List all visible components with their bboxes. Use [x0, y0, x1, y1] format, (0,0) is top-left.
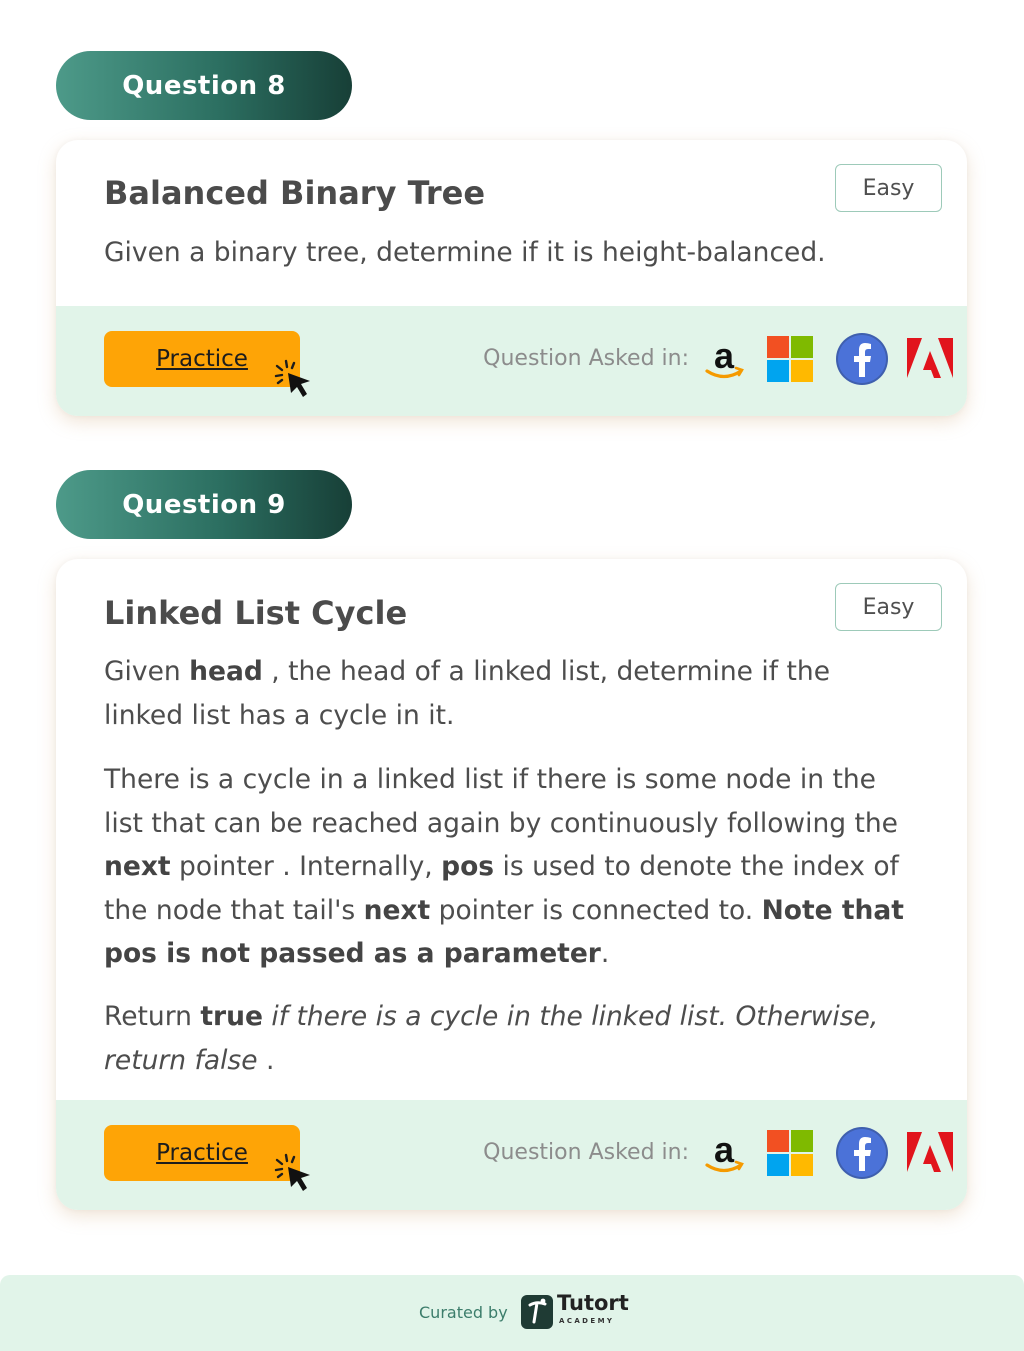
practice-button[interactable]: Practice — [104, 1125, 300, 1181]
question-description-para-2 — [104, 758, 917, 976]
adobe-icon — [905, 1128, 955, 1178]
tutort-logo-icon — [521, 1295, 553, 1329]
brand-name: Tutort — [557, 1291, 629, 1315]
difficulty-badge: Easy — [835, 164, 942, 212]
question-title: Balanced Binary Tree — [104, 174, 486, 212]
microsoft-icon — [765, 334, 815, 384]
svg-text:a: a — [713, 335, 735, 376]
text-segment: Return — [104, 1001, 201, 1032]
italic-segment: if there is a cycle in the linked list. Otherwise, return false — [104, 1001, 879, 1076]
text-segment: pointer . Internally, — [170, 851, 442, 882]
question-description-para-1 — [104, 650, 917, 737]
practice-button[interactable]: Practice — [104, 331, 300, 387]
question-description-para-3 — [104, 995, 917, 1082]
bold-note: Note that pos is not passed as a parameter — [104, 894, 904, 969]
question-number: Question 9 — [122, 489, 286, 520]
facebook-icon — [835, 1126, 889, 1180]
facebook-icon — [835, 332, 889, 386]
text-segment: is used to denote the index of the node that tail's — [104, 851, 899, 926]
card-footer — [56, 306, 967, 416]
question-9-label — [56, 470, 352, 539]
amazon-icon — [699, 1128, 749, 1178]
adobe-icon — [905, 334, 955, 384]
curated-footer — [0, 1275, 1024, 1351]
bold-term-head: head — [189, 656, 263, 687]
question-card-8 — [56, 140, 967, 416]
click-cursor-icon — [274, 1153, 314, 1195]
text-segment: . — [265, 1044, 275, 1076]
question-title: Linked List Cycle — [104, 594, 408, 632]
text-segment: pointer is connected to. — [430, 894, 762, 926]
question-number: Question 8 — [122, 70, 286, 101]
brand-subtitle: ACADEMY — [559, 1317, 615, 1325]
card-footer — [56, 1100, 967, 1210]
bold-term-pos: pos — [441, 851, 495, 882]
text-segment: Given — [104, 656, 190, 687]
question-8-label — [56, 51, 352, 120]
text-segment: There is a cycle in a linked list if there is some node in the list that can be reached again by continuously following the — [104, 764, 898, 839]
text-segment: . — [600, 938, 610, 969]
asked-in-label: Question Asked in: — [483, 346, 689, 371]
bold-term-next: next — [363, 894, 431, 926]
click-cursor-icon — [274, 359, 314, 401]
question-description: Given a binary tree, determine if it is height-balanced. — [104, 237, 826, 268]
microsoft-icon — [765, 1128, 815, 1178]
svg-text:a: a — [713, 1129, 735, 1170]
bold-term-next: next — [104, 851, 171, 882]
text-segment: , the head of a linked list, determine if the linked list has a cycle in it. — [104, 656, 831, 731]
bold-term-true: true — [200, 1001, 263, 1032]
question-card-9 — [56, 559, 967, 1210]
curated-by-label: Curated by — [419, 1303, 508, 1322]
difficulty-badge: Easy — [835, 583, 942, 631]
asked-in-label: Question Asked in: — [483, 1140, 689, 1165]
amazon-icon — [699, 334, 749, 384]
